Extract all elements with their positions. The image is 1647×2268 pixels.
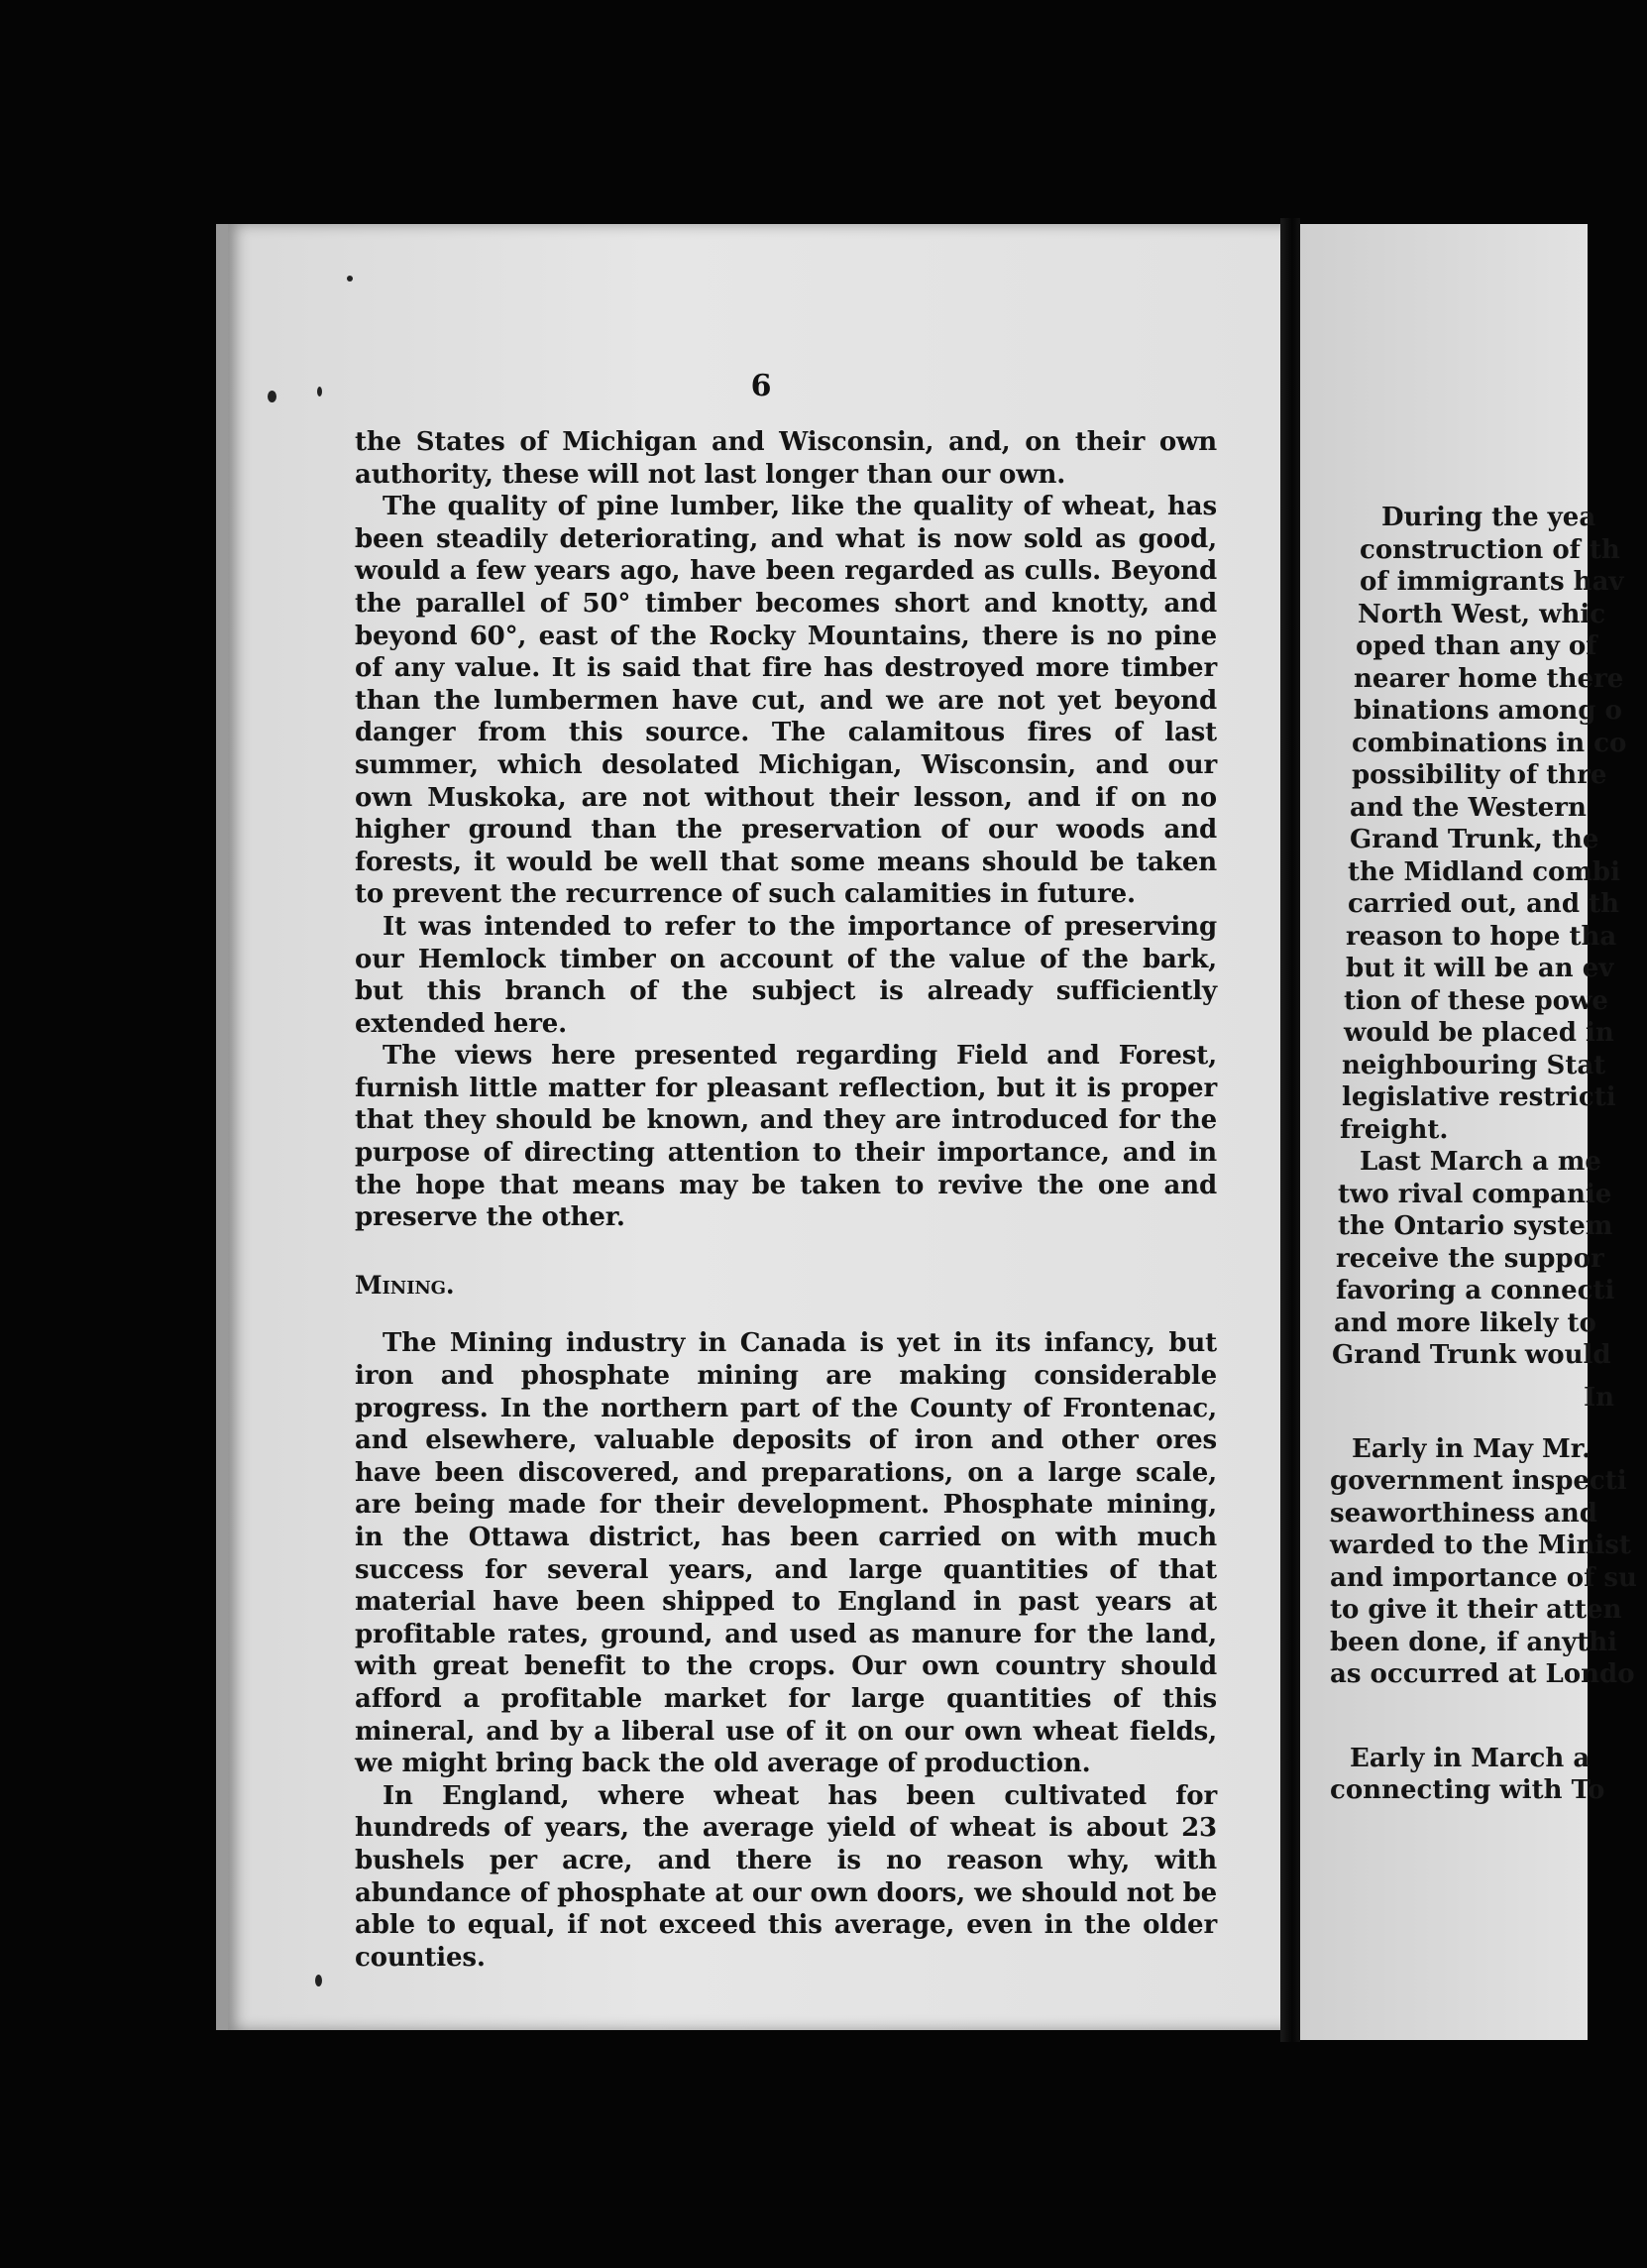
text-line: the Midland combi: [1348, 856, 1620, 887]
section-heading-fragment: In: [1584, 1382, 1615, 1413]
text-line: freight.: [1340, 1114, 1449, 1145]
text-line: reason to hope tha: [1346, 921, 1617, 952]
text-line: Grand Trunk, the: [1350, 825, 1599, 854]
text-line: seaworthiness and: [1330, 1498, 1597, 1529]
paragraph-mining-industry: The Mining industry in Canada is yet in its infancy, but iron and phosphate mining are making considerable progress. In the northern part of the County of Frontenac, and elsewhere, valuable deposits of iron and other ores have been discovered, and preparations, on a large scale, are being made for their development. Phosphate mining, in the Ottawa district, has been carried on with much success for several years, and large quantities of that material have been shipped to England in past years at profitable rates, ground, and used as manure for the land, with great benefit to the crops. Our own country should afford a profitable market for large quantities of this mineral, and by a liberal use of it on our own wheat fields, we might bring back the old average of production.: [355, 1328, 1217, 1779]
ink-speck: [268, 391, 276, 402]
text-line: possibility of thre: [1352, 760, 1607, 790]
text-line: nearer home there: [1354, 663, 1624, 694]
paragraph-pine-lumber: The quality of pine lumber, like the quality of wheat, has been steadily deteriorating, and what is now sold as good, would a few years ago, have been regarded as culls. Beyond the parallel of 50° timber becomes short and knotty, and beyond 60°, east of the Rocky Mountains, there is no pine of any value. It is said that fire has destroyed more timber than the lumbermen have cut, and we are not yet beyond danger from this source. The calamitous fires of last summer, which desolated Michigan, Wisconsin, and our own Muskoka, are not without their lesson, and if on no higher ground than the preservation of our woods and forests, it would be well that some means should be taken to prevent the recurrence of such calamities in future.: [355, 492, 1217, 910]
paragraph-hemlock: It was intended to refer to the importance of preserving our Hemlock timber on account of the value of the bark, but this branch of the subject is already sufficiently extended here.: [355, 911, 1217, 1039]
text-line: Early in March a: [1350, 1743, 1591, 1773]
ink-speck: [347, 276, 353, 282]
text-line: of immigrants hav: [1360, 567, 1624, 597]
book-gutter: [1280, 218, 1300, 2042]
text-line: favoring a connecti: [1336, 1276, 1615, 1305]
text-line: Grand Trunk would: [1332, 1340, 1611, 1370]
text-line: would be placed in: [1344, 1018, 1614, 1048]
text-line: but it will be an ev: [1346, 954, 1614, 983]
text-line: and more likely to: [1334, 1307, 1596, 1338]
right-page: [1300, 224, 1637, 2040]
text-line: tion of these powe: [1344, 985, 1608, 1016]
right-page-text: [1330, 502, 1647, 1807]
text-line: government inspecti: [1330, 1466, 1627, 1496]
text-line: combinations in co: [1352, 728, 1627, 758]
paragraph-continuation: the States of Michigan and Wisconsin, and, on their own authority, these will not last longer than our own.: [355, 427, 1217, 490]
text-line: been done, if anythi: [1330, 1627, 1618, 1657]
text-line: receive the suppor: [1336, 1243, 1604, 1274]
text-line: the Ontario system: [1338, 1211, 1613, 1241]
text-line: and the Western: [1350, 792, 1587, 823]
text-line: Early in May Mr.: [1352, 1433, 1592, 1464]
section-heading-mining: Mining.: [355, 1270, 455, 1300]
text-line: Last March a me: [1360, 1147, 1601, 1177]
text-line: two rival companie: [1338, 1179, 1612, 1209]
page-number: 6: [750, 369, 772, 403]
text-line: North West, whic: [1358, 599, 1606, 629]
text-line: warded to the Minist: [1330, 1531, 1631, 1560]
ink-speck: [315, 1975, 322, 1986]
text-line: and importance of su: [1330, 1562, 1637, 1593]
paragraph-england-wheat: In England, where wheat has been cultivated for hundreds of years, the average yield of wheat is about 23 bushels per acre, and there is no reason why, with abundance of phosphate at our own doors, we should not be able to equal, if not exceed this average, even in the older counties.: [355, 1780, 1217, 1973]
spacer: [1330, 1691, 1647, 1743]
text-line: binations among o: [1354, 696, 1622, 726]
text-line: construction of th: [1360, 534, 1620, 565]
left-page: [216, 224, 1294, 2030]
text-line: During the yea: [1381, 503, 1596, 532]
text-line: legislative restricti: [1342, 1082, 1616, 1112]
text-line: carried out, and th: [1348, 889, 1619, 919]
text-line: connecting with To: [1330, 1775, 1605, 1805]
text-line: neighbouring Stat: [1342, 1050, 1606, 1080]
ink-speck: [317, 387, 322, 397]
paragraph-field-forest: The views here presented regarding Field and Forest, furnish little matter for pleasant reflection, but it is proper that they should be known, and they are introduced for the purpose of directing attention to their importance, and in the hope that means may be taken to revive the one and preserve the other.: [355, 1041, 1217, 1233]
text-line: to give it their atten: [1330, 1595, 1622, 1625]
text-line: oped than any of: [1356, 631, 1597, 661]
page-body: [355, 426, 1217, 1974]
text-line: as occurred at Londo: [1330, 1659, 1635, 1689]
